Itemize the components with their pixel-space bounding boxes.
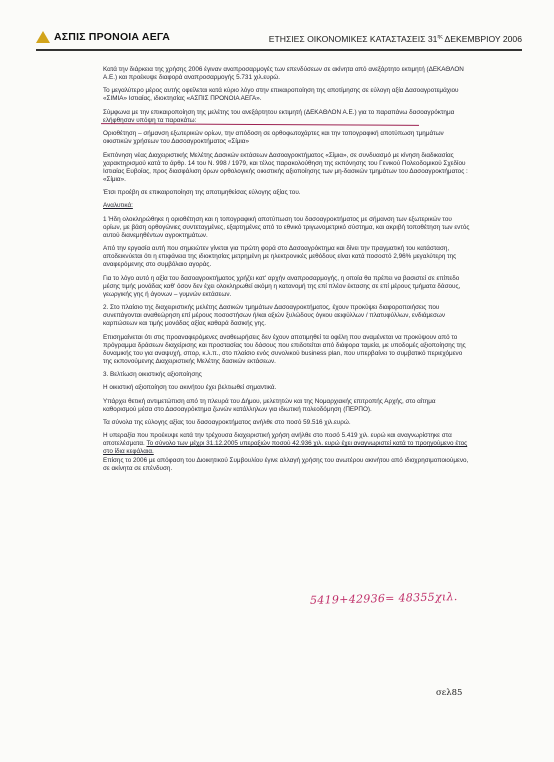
paragraph: Επίσης το 2006 με απόφαση του Διοικητικού Συμβουλίου έγινε αλλαγή χρήσης του ανωτέρου ακινήτου από ιδιοχρησιμοποιούμενο, σε ακίνητα σε επένδυση.	[103, 456, 469, 472]
paragraph: Η υπεραξία που προέκυψε κατά την τρέχουσα διαχειριστική χρήση ανήλθε στο ποσό 5.419 χιλ. ευρώ και αναγνωρίστηκε στα αποτελέσματα. Το σύνολο των μέχρι 31.12.2005 υπεραξιών ποσού 42.936 χιλ. ευρώ έχει αναγνωριστεί κατά το προηγούμενο έτος στο ίδια κεφάλαια.	[103, 432, 468, 456]
document-body	[103, 66, 470, 478]
paragraph: Εκπόνηση νέας Διαχειριστικής Μελέτης Δασικών εκτάσεων Δασοαγροκτήματος «Σίμια», σε συνδυασμό με κίνηση διαδικασίας χαρακτηρισμού κατά το άρθρ. 14 του Ν. 998 / 1979, και τέλος παρακολούθηση της εκπόνησης του Γενικού Πολεοδομικού Σχεδίου Ιστιαίας Ευβοίας, προς διασφάλιση όρων ορθολογικής οικιστικής αξιοποίησης των μη-δασικών τμημάτων του Δασοαγροκτήματος : «Σίμια».	[103, 151, 468, 183]
logo-text: ΑΣΠΙΣ ΠΡΟΝΟΙΑ ΑΕΓΑ	[54, 31, 171, 43]
paragraph: Για το λόγο αυτό η αξία του δασοαγροκτήματος χρήζει κατ' αρχήν αναπροσαρμογής, η οποία θα πρέπει να βασιστεί σε επίπεδο μέσης τιμής μονάδας καθ' όσον δεν έχει ολοκληρωθεί ακόμη η κατανομή της επί πλέον έκτασης σε επί μέρους τμήματα δάσους, γεωργικής γης ή άγονων – γυμνών εκτάσεων.	[103, 274, 461, 298]
triangle-logo-icon	[36, 31, 50, 43]
paragraph: Το μεγαλύτερο μέρος αυτής οφείλεται κατά κύριο λόγο στην επικαιροποίηση της αποτίμησης σε εύλογη αξία Δασοαγροτεμάχιου «ΣΙΜΙΑ» Ιστιαίας, ιδιοκτησίας «ΑΣΠΙΣ ΠΡΟΝΟΙΑ ΑΕΓΑ».	[103, 87, 459, 103]
paragraph-heading: 3. Βελτίωση οικιστικής αξιοποίησης	[103, 371, 202, 379]
paragraph: Έτσι προέβη σε επικαιροποίηση της αποτιμηθείσας εύλογης αξίας του.	[103, 189, 301, 197]
paragraph: Υπάρχει θετική αντιμετώπιση από τη πλευρά του Δήμου, μελετητών και της Νομαρχιακής επιτροπής Αρχής, στο αίτημα καθορισμού μέσα στο Δασοαγρόκτημα ζωνών κατάλληλων για ιδιωτική πολεοδόμηση (ΠΕΡΠΟ).	[103, 397, 436, 413]
paragraph: Κατά την διάρκεια της χρήσης 2006 έγιναν αναπροσαρμογές των επενδύσεων σε ακίνητα από ανεξάρτητο εκτιμητή (ΔΕΚΑΘΛΟΝ Α.Ε.) και προέκυψε διαφορά αναπροσαρμογής 5.731 χιλ.ευρώ.	[103, 66, 464, 82]
page-number: σελ85	[436, 688, 463, 698]
header-divider	[36, 49, 522, 51]
paragraph: 1 Ήδη ολοκληρώθηκε η οριοθέτηση και η τοπογραφική αποτύπωση του δασοαγροκτήματος με σήμανση των εξωτερικών του ορίων, με βάση ορθογώνιες συντεταγμένες, εξαρτημένες από το εθνικό τριγωνομετρικό σύστημα, και ακριβή τοποθέτηση των εντός αυτού διανεμηθέντων αγροκτημάτων.	[103, 215, 470, 239]
paragraph: Σύμφωνα με την επικαιροποίηση της μελέτης του ανεξάρτητου εκτιμητή (ΔΕΚΑΘΛΟΝ Α.Ε.) για το παραπάνω δασοαγρόκτημα ελήφθησαν υπόψη τα παρακάτω:	[103, 108, 455, 124]
paragraph: Τα σύνολα της εύλογης αξίας του δασοαγροκτήματος ανήλθε στο ποσό 59.516 χιλ.ευρώ.	[103, 419, 351, 426]
paragraph: 2. Στο πλαίσιο της διαχειριστικής μελέτης Δασικών τμημάτων Δασοαγροκτήματος, έχουν προκύψει διαφοροποιήσεις που συνεπάγονται αναθεώρηση επί μέρους ποσοστήσων ή/και αξιών ξυλώδους όγκου αειφύλλων / πλατυφύλλων, ενδιάμεσων καρπώσεων και τιμής μονάδας αξίας καθαρά δασικής γης.	[103, 304, 446, 328]
header-title: ΕΤΗΣΙΕΣ ΟΙΚΟΝΟΜΙΚΕΣ ΚΑΤΑΣΤΑΣΕΙΣ $31^{\eta\varsigma}$ ΔΕΚΕΜΒΡΙΟΥ 2006	[268, 34, 522, 44]
handwritten-note: 5419+42936= 48355χιλ.	[309, 590, 458, 607]
paragraph: Οριοθέτηση – σήμανση εξωτερικών ορίων, την απόδοση σε ορθοφωτοχάρτες και την τοπογραφική αποτύπωση τμημάτων οικιστικών χρήσεων του Δασοαγροκτήματος «Σίμια»	[103, 130, 444, 146]
underlined-sentence: Το σύνολο των μέχρι 31.12.2005 υπεραξιών ποσού 42.936 χιλ. ευρώ έχει αναγνωριστεί κατά το προηγούμενο έτος στο ίδια κεφάλαια.	[103, 440, 468, 456]
paragraph-heading: Αναλυτικά:	[103, 202, 133, 210]
paragraph: Επισημαίνεται ότι στις προαναφερόμενες αναθεωρήσεις δεν έχουν αποτιμηθεί τα οφέλη που αναμένεται να προκύψουν από το πρόγραμμα δράσεων διαχείρισης και προστασίας του δάσους που επιδοτείται από διάφορα ταμεία, με υποδομές αξιοποίησης της δυναμικής του για αναψυχή, σπορ, κ.λ.π., στο πλαίσιο ενός συνολικού business plan, που υπερβαίνει το συμβατικό περιεχόμενο της εκπονούμενης Διαχειριστικής Μελέτης δασικών εκτάσεων.	[103, 333, 466, 365]
page-header	[36, 30, 522, 52]
company-logo	[36, 31, 170, 43]
paragraph: Η οικιστική αξιοποίηση του ακινήτου έχει βελτιωθεί σημαντικά.	[103, 384, 277, 392]
paragraph: Από την εργασία αυτή που σημειώτεν γίνεται για πρώτη φορά στο Δασοαγρόκτημα και δίνει την πραγματική του κατάσταση, αποδεικνύεται ότι η επιφάνεια της ιδιοκτησίας μετρημένη με ηλεκτρονικές μεθόδους είναι κατά ποσοστό 2,96% μεγαλύτερη της αναφερόμενης στο συμβόλαιο αγοράς.	[103, 245, 457, 269]
